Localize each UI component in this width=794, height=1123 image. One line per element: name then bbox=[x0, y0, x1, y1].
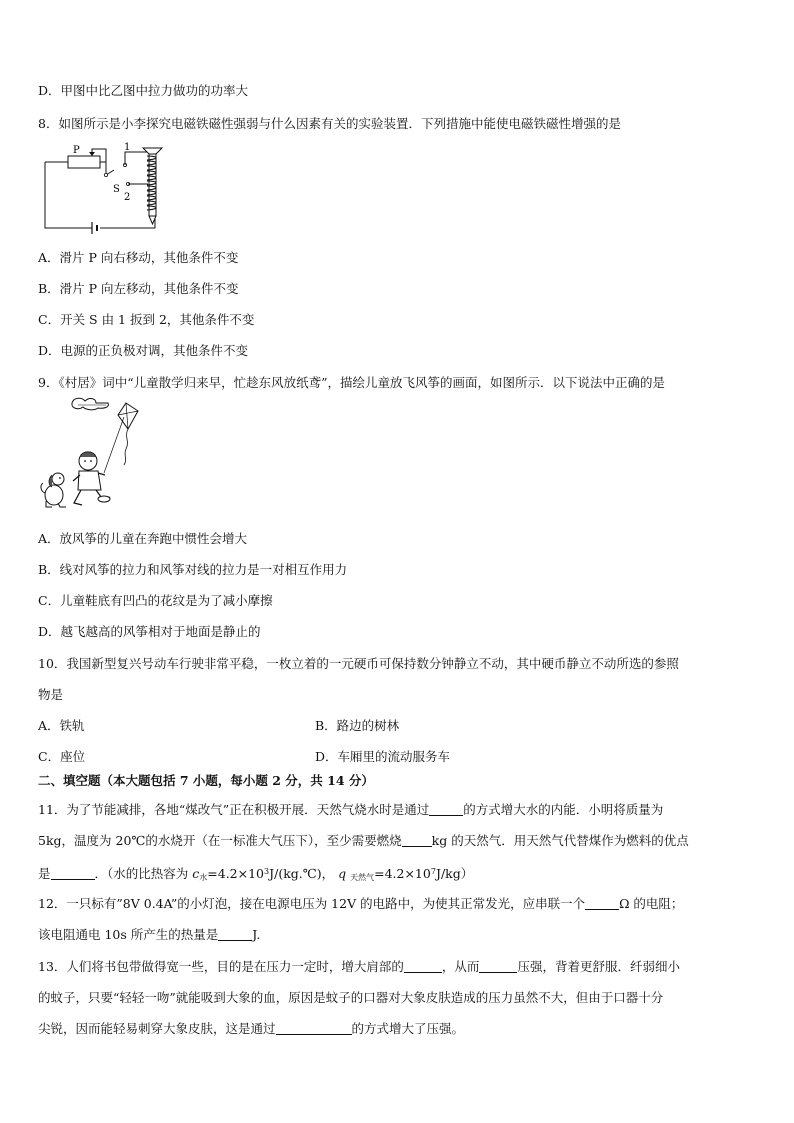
q10-stem-line2: 物是 bbox=[38, 687, 64, 702]
q11-blank-1[interactable] bbox=[429, 803, 463, 816]
slider-p-label: P bbox=[73, 145, 80, 156]
q13-line2: 的蚊子，只要“轻轻一吻”就能吸到大象的血，原因是蚊子的口器对大象皮肤造成的压力虽然不大，但由于口器十分 bbox=[38, 990, 664, 1005]
specific-heat-subscript: 水 bbox=[199, 873, 208, 882]
heat-value-exponent: 7 bbox=[430, 867, 436, 876]
q12-line1 bbox=[38, 895, 683, 913]
specific-heat-symbol: c bbox=[192, 866, 200, 881]
q10-stem-line1: 10．我国新型复兴号动车行驶非常平稳，一枚立着的一元硬币可保持数分钟静立不动，其中硬币静立不动所选的参照 bbox=[38, 656, 679, 671]
q9-option-a: A．放风筝的儿童在奔跑中惯性会增大 bbox=[38, 531, 248, 546]
q13-text-1b: ，从而 bbox=[441, 959, 480, 974]
heat-value-symbol: q bbox=[338, 866, 347, 881]
q12-blank-2[interactable] bbox=[218, 928, 252, 941]
q11-blank-2[interactable] bbox=[402, 834, 432, 847]
q8-option-b: B．滑片 P 向左移动，其他条件不变 bbox=[38, 281, 239, 296]
q11-line3 bbox=[38, 863, 473, 887]
kite-flying-child-illustration bbox=[38, 395, 148, 513]
terminal-1-label: 1 bbox=[124, 142, 131, 153]
heat-value-subscript: 天然气 bbox=[350, 873, 375, 882]
heat-value-unit: J/kg） bbox=[435, 866, 474, 881]
q13-blank-2[interactable] bbox=[479, 960, 517, 973]
specific-heat-unit: J/(kg.℃)， bbox=[269, 866, 335, 881]
q7-option-d: D．甲图中比乙图中拉力做功的功率大 bbox=[38, 83, 249, 98]
section-fill-in-title: 二、填空题（本大题包括 7 小题，每小题 2 分，共 14 分） bbox=[38, 773, 374, 788]
heat-value-value: =4.2×10 bbox=[374, 866, 431, 881]
q8-option-d: D．电源的正负极对调，其他条件不变 bbox=[38, 343, 249, 358]
q11-text-1b: 的方式增大水的内能．小明将质量为 bbox=[463, 802, 664, 817]
q13-blank-1[interactable] bbox=[404, 960, 442, 973]
q10-option-c: C．座位 bbox=[38, 749, 86, 764]
q12-text-1b: Ω 的电阻； bbox=[619, 896, 684, 911]
switch-s-label: S bbox=[113, 184, 120, 195]
q11-line2 bbox=[38, 832, 689, 850]
q11-text-3b: ．（水的比热容为 bbox=[94, 866, 193, 881]
q13-text-3a: 尖锐，因而能轻易刺穿大象皮肤，这是通过 bbox=[38, 1021, 276, 1036]
q9-option-d: D．越飞越高的风筝相对于地面是静止的 bbox=[38, 624, 261, 639]
q12-text-2a: 该电阻通电 10s 所产生的热量是 bbox=[38, 927, 219, 942]
q11-line1 bbox=[38, 801, 663, 819]
q9-option-c: C．儿童鞋底有凹凸的花纹是为了减小摩擦 bbox=[38, 593, 273, 608]
q8-stem: 8．如图所示是小李探究电磁铁磁性强弱与什么因素有关的实验装置．下列措施中能使电磁铁磁性增强的是 bbox=[38, 116, 621, 131]
terminal-2-label: 2 bbox=[124, 192, 131, 203]
q9-stem: 9．《村居》词中“儿童散学归来早，忙趁东风放纸鸢”，描绘儿童放飞风筝的画面，如图所示．以下说法中正确的是 bbox=[38, 375, 665, 390]
electromagnet-circuit-figure bbox=[40, 140, 170, 240]
q10-option-d: D．车厢里的流动服务车 bbox=[315, 749, 451, 764]
q13-text-1a: 13．人们将书包带做得宽一些，目的是在压力一定时，增大肩部的 bbox=[38, 959, 404, 974]
q9-option-b: B．线对风筝的拉力和风筝对线的拉力是一对相互作用力 bbox=[38, 562, 348, 577]
specific-heat-exponent: 3 bbox=[264, 867, 270, 876]
q10-option-b: B．路边的树林 bbox=[315, 718, 400, 733]
q13-text-3b: 的方式增大了压强。 bbox=[351, 1021, 465, 1036]
q13-text-1c: 压强，背着更舒服．纤弱细小 bbox=[517, 959, 680, 974]
specific-heat-value: =4.2×10 bbox=[207, 866, 264, 881]
q11-text-2b: kg 的天然气．用天然气代替煤作为燃料的优点 bbox=[431, 833, 689, 848]
q13-line1 bbox=[38, 958, 680, 976]
q12-line2 bbox=[38, 926, 260, 944]
q11-text-3a: 是 bbox=[38, 866, 51, 881]
q12-blank-1[interactable] bbox=[585, 897, 619, 910]
q13-blank-3[interactable] bbox=[276, 1022, 352, 1035]
q11-text-2a: 5kg，温度为 20℃的水烧开（在一标准大气压下），至少需要燃烧 bbox=[38, 833, 402, 848]
q11-blank-3[interactable] bbox=[51, 867, 95, 880]
q12-text-2b: J. bbox=[252, 927, 261, 942]
q8-option-a: A．滑片 P 向右移动，其他条件不变 bbox=[38, 250, 239, 265]
q13-line3 bbox=[38, 1020, 464, 1038]
q8-option-c: C．开关 S 由 1 扳到 2，其他条件不变 bbox=[38, 312, 255, 327]
q12-text-1a: 12．一只标有”8V 0.4A”的小灯泡，接在电源电压为 12V 的电路中，为使其正常发光，应串联一个 bbox=[38, 896, 586, 911]
q11-text-1a: 11．为了节能减排，各地“煤改气”正在积极开展．天然气烧水时是通过 bbox=[38, 802, 430, 817]
q10-option-a: A．铁轨 bbox=[38, 718, 85, 733]
